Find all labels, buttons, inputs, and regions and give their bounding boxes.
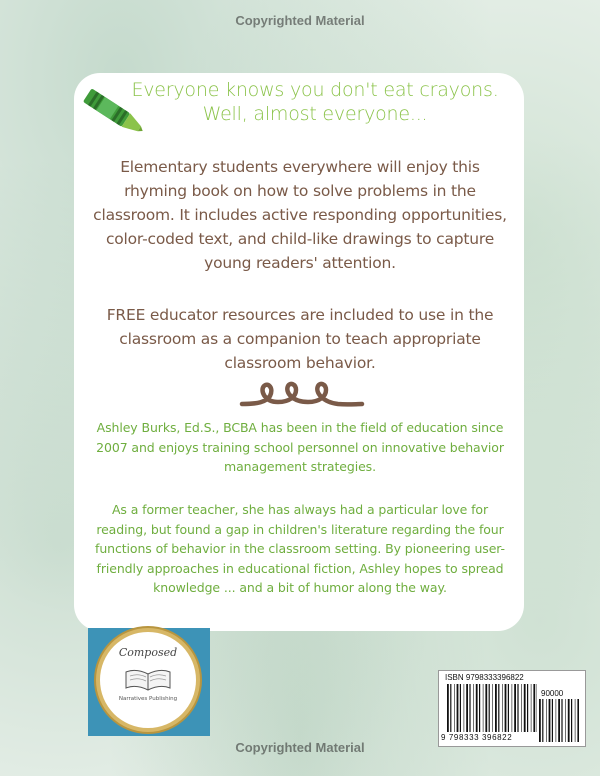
barcode-bar — [447, 684, 449, 732]
barcode-bar — [483, 684, 484, 732]
barcode-bar — [552, 699, 553, 742]
barcode-bar — [469, 684, 470, 732]
barcode-bar — [512, 684, 513, 732]
barcode-bar — [577, 699, 579, 742]
publisher-logo-seal — [100, 632, 196, 728]
barcode-bar — [460, 684, 461, 732]
barcode-bar — [575, 699, 576, 742]
barcode-bar — [524, 684, 526, 732]
publisher-logo — [88, 628, 210, 736]
barcode-bar — [464, 684, 465, 732]
barcode-bar — [454, 684, 455, 732]
blurb-paragraph-1: Elementary students everywhere will enjoy this rhyming book on how to solve problems in the classroom. It includes active responding opportunities, color-coded text, and child-like drawings to capture young readers' attention. — [93, 158, 507, 272]
bio-paragraph-2: As a former teacher, she has always had a particular love for reading, but found a gap in children's literature regarding the four functions of behavior in the classroom setting. By pioneering user-friendly approaches in educational fiction, Ashley hopes to spread knowledge ... and a bit of humor along the way. — [95, 502, 505, 595]
bio-paragraph-1: Ashley Burks, Ed.S., BCBA has been in the field of education since 2007 and enjoys training school personnel on innovative behavior management strategies. — [96, 420, 504, 474]
barcode-bars-addon — [539, 699, 579, 742]
barcode-bar — [565, 699, 566, 742]
blurb-paragraph-2: FREE educator resources are included to use in the classroom as a companion to teach appropriate classroom behavior. — [106, 306, 494, 372]
barcode-bar — [558, 699, 560, 742]
barcode-bar — [473, 684, 474, 732]
barcode-bar — [508, 684, 509, 732]
barcode-bar — [505, 684, 507, 732]
barcode-bar — [533, 684, 535, 732]
isbn-label: ISBN 9798333396822 — [445, 673, 524, 682]
barcode-bar — [527, 684, 528, 732]
watermark-bottom: Copyrighted Material — [235, 740, 365, 755]
publisher-subtitle: Narratives Publishing — [118, 696, 178, 702]
barcode-bar — [561, 699, 562, 742]
tagline — [110, 78, 520, 126]
barcode-bar — [549, 699, 551, 742]
tagline-line1: Everyone knows you don't eat crayons. — [131, 79, 499, 101]
barcode-bar — [502, 684, 503, 732]
swirl-divider-icon — [238, 376, 366, 412]
barcode-bar — [542, 699, 543, 742]
tagline-line2: Well, almost everyone... — [202, 103, 428, 125]
barcode-bars-main — [447, 684, 537, 732]
barcode-bar — [450, 684, 451, 732]
barcode-bar — [571, 699, 572, 742]
barcode-bar — [521, 684, 522, 732]
barcode-bar — [476, 684, 478, 732]
barcode-bar — [485, 684, 487, 732]
price-code: 90000 — [541, 689, 564, 698]
barcode-bar — [517, 684, 518, 732]
barcode-bar — [479, 684, 480, 732]
publisher-name: Composed — [118, 646, 178, 659]
barcode-bar — [546, 699, 547, 742]
isbn-digits: 9 798333 396822 — [441, 733, 513, 742]
barcode-bar — [539, 699, 541, 742]
barcode-bar — [568, 699, 570, 742]
barcode-bar — [556, 699, 557, 742]
barcode-bar — [489, 684, 490, 732]
barcode-bar — [514, 684, 516, 732]
barcode-bar — [492, 684, 493, 732]
barcode-bar — [498, 684, 499, 732]
barcode-bar — [466, 684, 468, 732]
open-book-icon — [124, 666, 172, 692]
isbn-barcode — [438, 670, 586, 747]
barcode-bar — [531, 684, 532, 732]
barcode-bar — [457, 684, 459, 732]
barcode-bar — [495, 684, 497, 732]
watermark-top: Copyrighted Material — [235, 13, 365, 28]
